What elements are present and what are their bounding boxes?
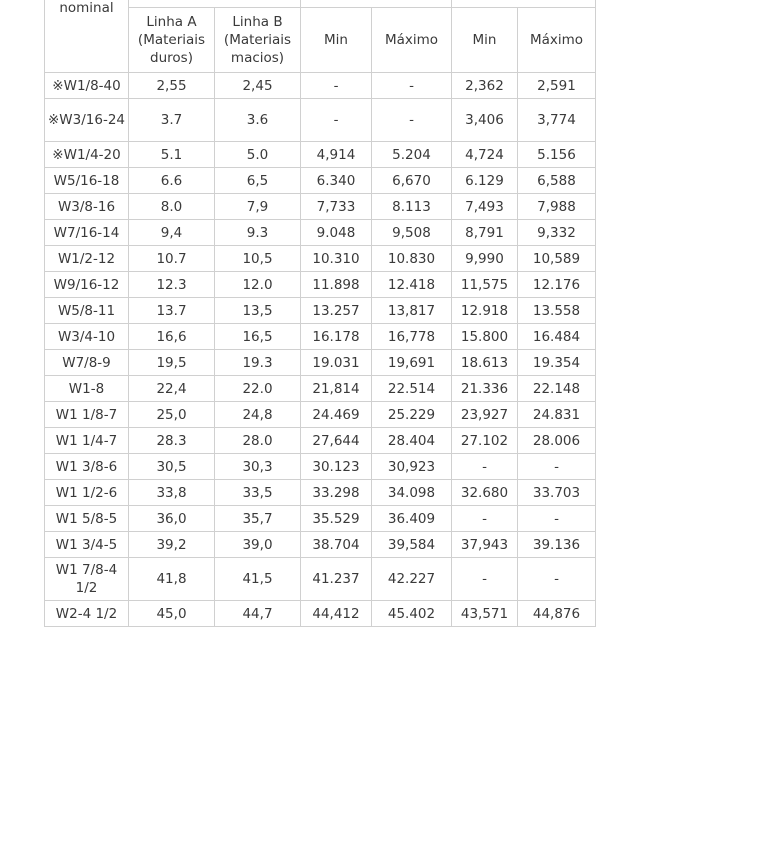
line-b-cell: 16,5 (215, 324, 301, 350)
min-1-cell: 11.898 (301, 272, 372, 298)
line-b-cell: 22.0 (215, 376, 301, 402)
min-2-cell: 3,406 (452, 99, 518, 142)
max-2-cell: 9,332 (518, 220, 596, 246)
min-1-cell: 21,814 (301, 376, 372, 402)
max-1-cell: - (372, 73, 452, 99)
line-a-cell: 5.1 (129, 142, 215, 168)
size-cell: W1 3/8-6 (45, 454, 129, 480)
line-a-cell: 8.0 (129, 194, 215, 220)
min-2-cell: 23,927 (452, 402, 518, 428)
table-row (45, 376, 596, 402)
max-2-cell: 7,988 (518, 194, 596, 220)
max-1-cell: 6,670 (372, 168, 452, 194)
line-b-header (215, 8, 301, 73)
max-1-cell: 42.227 (372, 558, 452, 601)
size-header-line2: nominal (59, 0, 114, 16)
max-1-cell: 10.830 (372, 246, 452, 272)
min-2-cell: 12.918 (452, 298, 518, 324)
min-2-cell: 21.336 (452, 376, 518, 402)
size-header-cell (45, 0, 129, 73)
min-2-cell: 18.613 (452, 350, 518, 376)
max-1-cell: 5.204 (372, 142, 452, 168)
table-row (45, 142, 596, 168)
max-1-cell: 19,691 (372, 350, 452, 376)
table-top-row (45, 0, 596, 8)
table-row (45, 194, 596, 220)
line-a-cell: 3.7 (129, 99, 215, 142)
max-2-cell: 13.558 (518, 298, 596, 324)
min-2-cell: - (452, 506, 518, 532)
table-row (45, 532, 596, 558)
line-b-cell: 44,7 (215, 601, 301, 627)
min-1-cell: 44,412 (301, 601, 372, 627)
line-b-cell: 19.3 (215, 350, 301, 376)
line-b-cell: 13,5 (215, 298, 301, 324)
min-2-cell: - (452, 454, 518, 480)
max-2-cell: 2,591 (518, 73, 596, 99)
thread-size-table (44, 0, 596, 627)
max-2-cell: - (518, 558, 596, 601)
line-b-cell: 41,5 (215, 558, 301, 601)
line-b-sub2: macios) (230, 50, 285, 66)
line-b-cell: 30,3 (215, 454, 301, 480)
line-a-cell: 33,8 (129, 480, 215, 506)
line-b-cell: 12.0 (215, 272, 301, 298)
min-2-cell: 37,943 (452, 532, 518, 558)
line-a-cell: 39,2 (129, 532, 215, 558)
size-cell: W1 3/4-5 (45, 532, 129, 558)
min-2-cell: 8,791 (452, 220, 518, 246)
min-2-cell: 6.129 (452, 168, 518, 194)
line-a-cell: 13.7 (129, 298, 215, 324)
min-2-cell: 11,575 (452, 272, 518, 298)
min-2-cell: 7,493 (452, 194, 518, 220)
max-1-cell: - (372, 99, 452, 142)
line-b-cell: 39,0 (215, 532, 301, 558)
size-cell: W2-4 1/2 (45, 601, 129, 627)
line-a-cell: 36,0 (129, 506, 215, 532)
min-1-cell: 38.704 (301, 532, 372, 558)
max-1-cell: 22.514 (372, 376, 452, 402)
size-cell: W1 5/8-5 (45, 506, 129, 532)
line-a-sub1: (Materiais (137, 32, 206, 48)
size-cell: W1 1/2-6 (45, 480, 129, 506)
line-a-cell: 19,5 (129, 350, 215, 376)
table-row (45, 601, 596, 627)
table-row (45, 350, 596, 376)
max-2-cell: 24.831 (518, 402, 596, 428)
line-a-cell: 2,55 (129, 73, 215, 99)
min-1-cell: - (301, 73, 372, 99)
line-a-cell: 6.6 (129, 168, 215, 194)
max-2-header: Máximo (518, 8, 596, 73)
max-2-cell: 22.148 (518, 376, 596, 402)
table-row (45, 558, 596, 601)
max-1-cell: 13,817 (372, 298, 452, 324)
max-1-cell: 16,778 (372, 324, 452, 350)
min-2-cell: 15.800 (452, 324, 518, 350)
max-1-cell: 45.402 (372, 601, 452, 627)
line-a-cell: 45,0 (129, 601, 215, 627)
min-2-cell: 27.102 (452, 428, 518, 454)
max-1-cell: 8.113 (372, 194, 452, 220)
table-row (45, 99, 596, 142)
line-a-cell: 41,8 (129, 558, 215, 601)
size-cell: W7/8-9 (45, 350, 129, 376)
size-cell: ※W3/16-24 (45, 99, 129, 142)
line-a-cell: 12.3 (129, 272, 215, 298)
size-cell: W5/8-11 (45, 298, 129, 324)
line-b-cell: 28.0 (215, 428, 301, 454)
line-a-header (129, 8, 215, 73)
min-2-header: Min (452, 8, 518, 73)
thread-size-table-container (44, 0, 596, 627)
size-cell: W1 1/4-7 (45, 428, 129, 454)
line-a-cell: 22,4 (129, 376, 215, 402)
line-b-cell: 3.6 (215, 99, 301, 142)
line-b-cell: 33,5 (215, 480, 301, 506)
min-2-cell: 2,362 (452, 73, 518, 99)
size-cell: W3/8-16 (45, 194, 129, 220)
max-2-cell: 44,876 (518, 601, 596, 627)
line-b-cell: 9.3 (215, 220, 301, 246)
max-2-cell: 3,774 (518, 99, 596, 142)
line-b-cell: 35,7 (215, 506, 301, 532)
min-1-cell: 30.123 (301, 454, 372, 480)
top-group-cell-3 (452, 0, 596, 8)
line-b-cell: 24,8 (215, 402, 301, 428)
min-1-cell: 24.469 (301, 402, 372, 428)
min-1-cell: 35.529 (301, 506, 372, 532)
max-2-cell: 33.703 (518, 480, 596, 506)
line-b-title: Linha B (232, 14, 283, 30)
table-row (45, 428, 596, 454)
min-1-cell: 41.237 (301, 558, 372, 601)
line-b-cell: 5.0 (215, 142, 301, 168)
table-row (45, 454, 596, 480)
min-1-cell: 6.340 (301, 168, 372, 194)
max-1-cell: 28.404 (372, 428, 452, 454)
line-a-cell: 28.3 (129, 428, 215, 454)
max-2-cell: 28.006 (518, 428, 596, 454)
max-2-cell: 19.354 (518, 350, 596, 376)
line-a-sub2: duros) (150, 50, 193, 66)
size-cell: W9/16-12 (45, 272, 129, 298)
min-2-cell: 43,571 (452, 601, 518, 627)
table-row (45, 298, 596, 324)
min-2-cell: 9,990 (452, 246, 518, 272)
size-cell: W7/16-14 (45, 220, 129, 246)
min-1-cell: 27,644 (301, 428, 372, 454)
max-1-cell: 36.409 (372, 506, 452, 532)
line-b-cell: 7,9 (215, 194, 301, 220)
size-cell: W1 1/8-7 (45, 402, 129, 428)
max-1-cell: 34.098 (372, 480, 452, 506)
top-group-cell-2 (301, 0, 452, 8)
min-1-cell: 19.031 (301, 350, 372, 376)
max-1-header: Máximo (372, 8, 452, 73)
max-2-cell: 5.156 (518, 142, 596, 168)
size-cell: W1 7/8-4 1/2 (45, 558, 129, 601)
max-1-cell: 12.418 (372, 272, 452, 298)
table-row (45, 272, 596, 298)
min-2-cell: 4,724 (452, 142, 518, 168)
size-cell: ※W1/4-20 (45, 142, 129, 168)
min-1-cell: 4,914 (301, 142, 372, 168)
table-row (45, 324, 596, 350)
line-a-cell: 25,0 (129, 402, 215, 428)
min-1-cell: 9.048 (301, 220, 372, 246)
min-1-cell: 16.178 (301, 324, 372, 350)
max-2-cell: 10,589 (518, 246, 596, 272)
table-row (45, 506, 596, 532)
min-1-cell: - (301, 99, 372, 142)
size-cell: W3/4-10 (45, 324, 129, 350)
min-1-cell: 33.298 (301, 480, 372, 506)
size-cell: W1/2-12 (45, 246, 129, 272)
max-1-cell: 39,584 (372, 532, 452, 558)
table-row (45, 246, 596, 272)
min-1-cell: 10.310 (301, 246, 372, 272)
min-1-header: Min (301, 8, 372, 73)
table-row (45, 73, 596, 99)
line-b-sub1: (Materiais (223, 32, 292, 48)
max-2-cell: 16.484 (518, 324, 596, 350)
table-row (45, 402, 596, 428)
max-1-cell: 30,923 (372, 454, 452, 480)
line-b-cell: 2,45 (215, 73, 301, 99)
max-1-cell: 25.229 (372, 402, 452, 428)
max-2-cell: 12.176 (518, 272, 596, 298)
max-1-cell: 9,508 (372, 220, 452, 246)
top-group-cell-1 (129, 0, 301, 8)
line-a-cell: 10.7 (129, 246, 215, 272)
size-cell: W1-8 (45, 376, 129, 402)
line-a-title: Linha A (146, 14, 197, 30)
size-cell: ※W1/8-40 (45, 73, 129, 99)
table-row (45, 220, 596, 246)
min-2-cell: 32.680 (452, 480, 518, 506)
max-2-cell: 6,588 (518, 168, 596, 194)
max-2-cell: 39.136 (518, 532, 596, 558)
line-b-cell: 6,5 (215, 168, 301, 194)
line-a-cell: 9,4 (129, 220, 215, 246)
line-b-cell: 10,5 (215, 246, 301, 272)
min-1-cell: 13.257 (301, 298, 372, 324)
min-1-cell: 7,733 (301, 194, 372, 220)
min-2-cell: - (452, 558, 518, 601)
max-2-cell: - (518, 506, 596, 532)
size-cell: W5/16-18 (45, 168, 129, 194)
max-2-cell: - (518, 454, 596, 480)
line-a-cell: 16,6 (129, 324, 215, 350)
table-row (45, 168, 596, 194)
line-a-cell: 30,5 (129, 454, 215, 480)
table-row (45, 480, 596, 506)
